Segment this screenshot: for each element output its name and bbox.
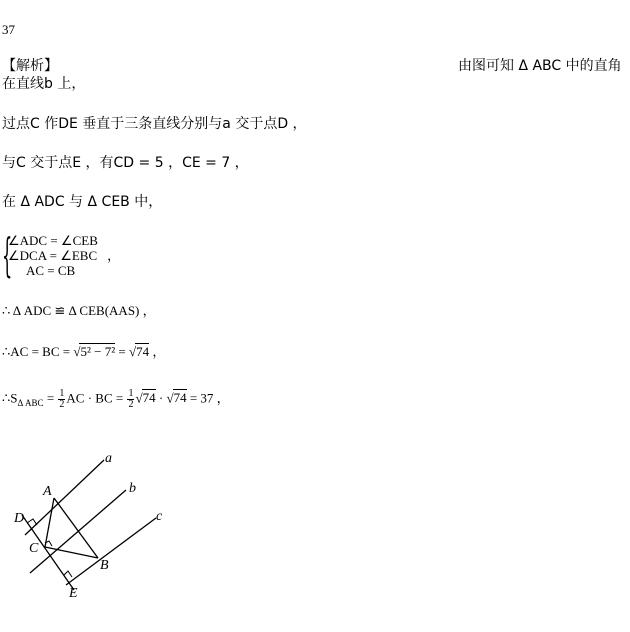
right-angle-E bbox=[64, 571, 72, 577]
analysis-line-7: $\therefore S_{\Delta ABC}$ = $\frac{1}{2}$ AC · BC = $\frac{1}{2}$ √74 · √74 = 37 ， bbox=[2, 388, 230, 410]
half-fraction-1: $\frac{1}{2}$ bbox=[59, 388, 65, 410]
system-row-2: ∠DCA = ∠EBC ， bbox=[8, 248, 121, 263]
left-brace: { bbox=[2, 228, 13, 282]
label-D: D bbox=[14, 511, 25, 526]
label-E: E bbox=[69, 586, 78, 601]
label-B: B bbox=[100, 558, 109, 573]
analysis-line-5: ∴ Δ ADC ≌ Δ CEB(AAS) ， bbox=[2, 303, 156, 318]
label-C: C bbox=[29, 541, 39, 556]
half-fraction-2: $\frac{1}{2}$ bbox=[128, 388, 134, 410]
line-a bbox=[25, 460, 104, 535]
analysis-line-2: 过点C 作DE 垂直于三条直线分别与a 交于点D ， bbox=[2, 116, 307, 132]
line-c bbox=[66, 518, 156, 585]
label-A: A bbox=[43, 484, 52, 499]
analysis-intro: 由图可知 Δ ABC 中的直角 bbox=[458, 58, 622, 74]
label-b: b bbox=[129, 481, 136, 496]
analysis-line-1: 在直线b 上， bbox=[2, 76, 86, 92]
geometry-diagram bbox=[0, 445, 200, 605]
analysis-line-3: 与C 交于点E ，有CD = 5 ，CE = 7 ， bbox=[2, 155, 249, 171]
label-a: a bbox=[105, 451, 112, 466]
segment-AC bbox=[45, 498, 54, 547]
answer-value: 37 bbox=[2, 22, 15, 37]
system-row-3: AC = CB bbox=[26, 263, 76, 278]
segment-AB bbox=[54, 498, 98, 558]
analysis-header: 【解析】 bbox=[2, 58, 58, 74]
analysis-line-4: 在 Δ ADC 与 Δ CEB 中， bbox=[2, 194, 163, 210]
label-c: c bbox=[156, 509, 163, 524]
analysis-line-6: ∴AC = BC = √5² − 7² = √74 ， bbox=[2, 344, 166, 359]
system-row-1: ∠ADC = ∠CEB bbox=[8, 233, 98, 248]
